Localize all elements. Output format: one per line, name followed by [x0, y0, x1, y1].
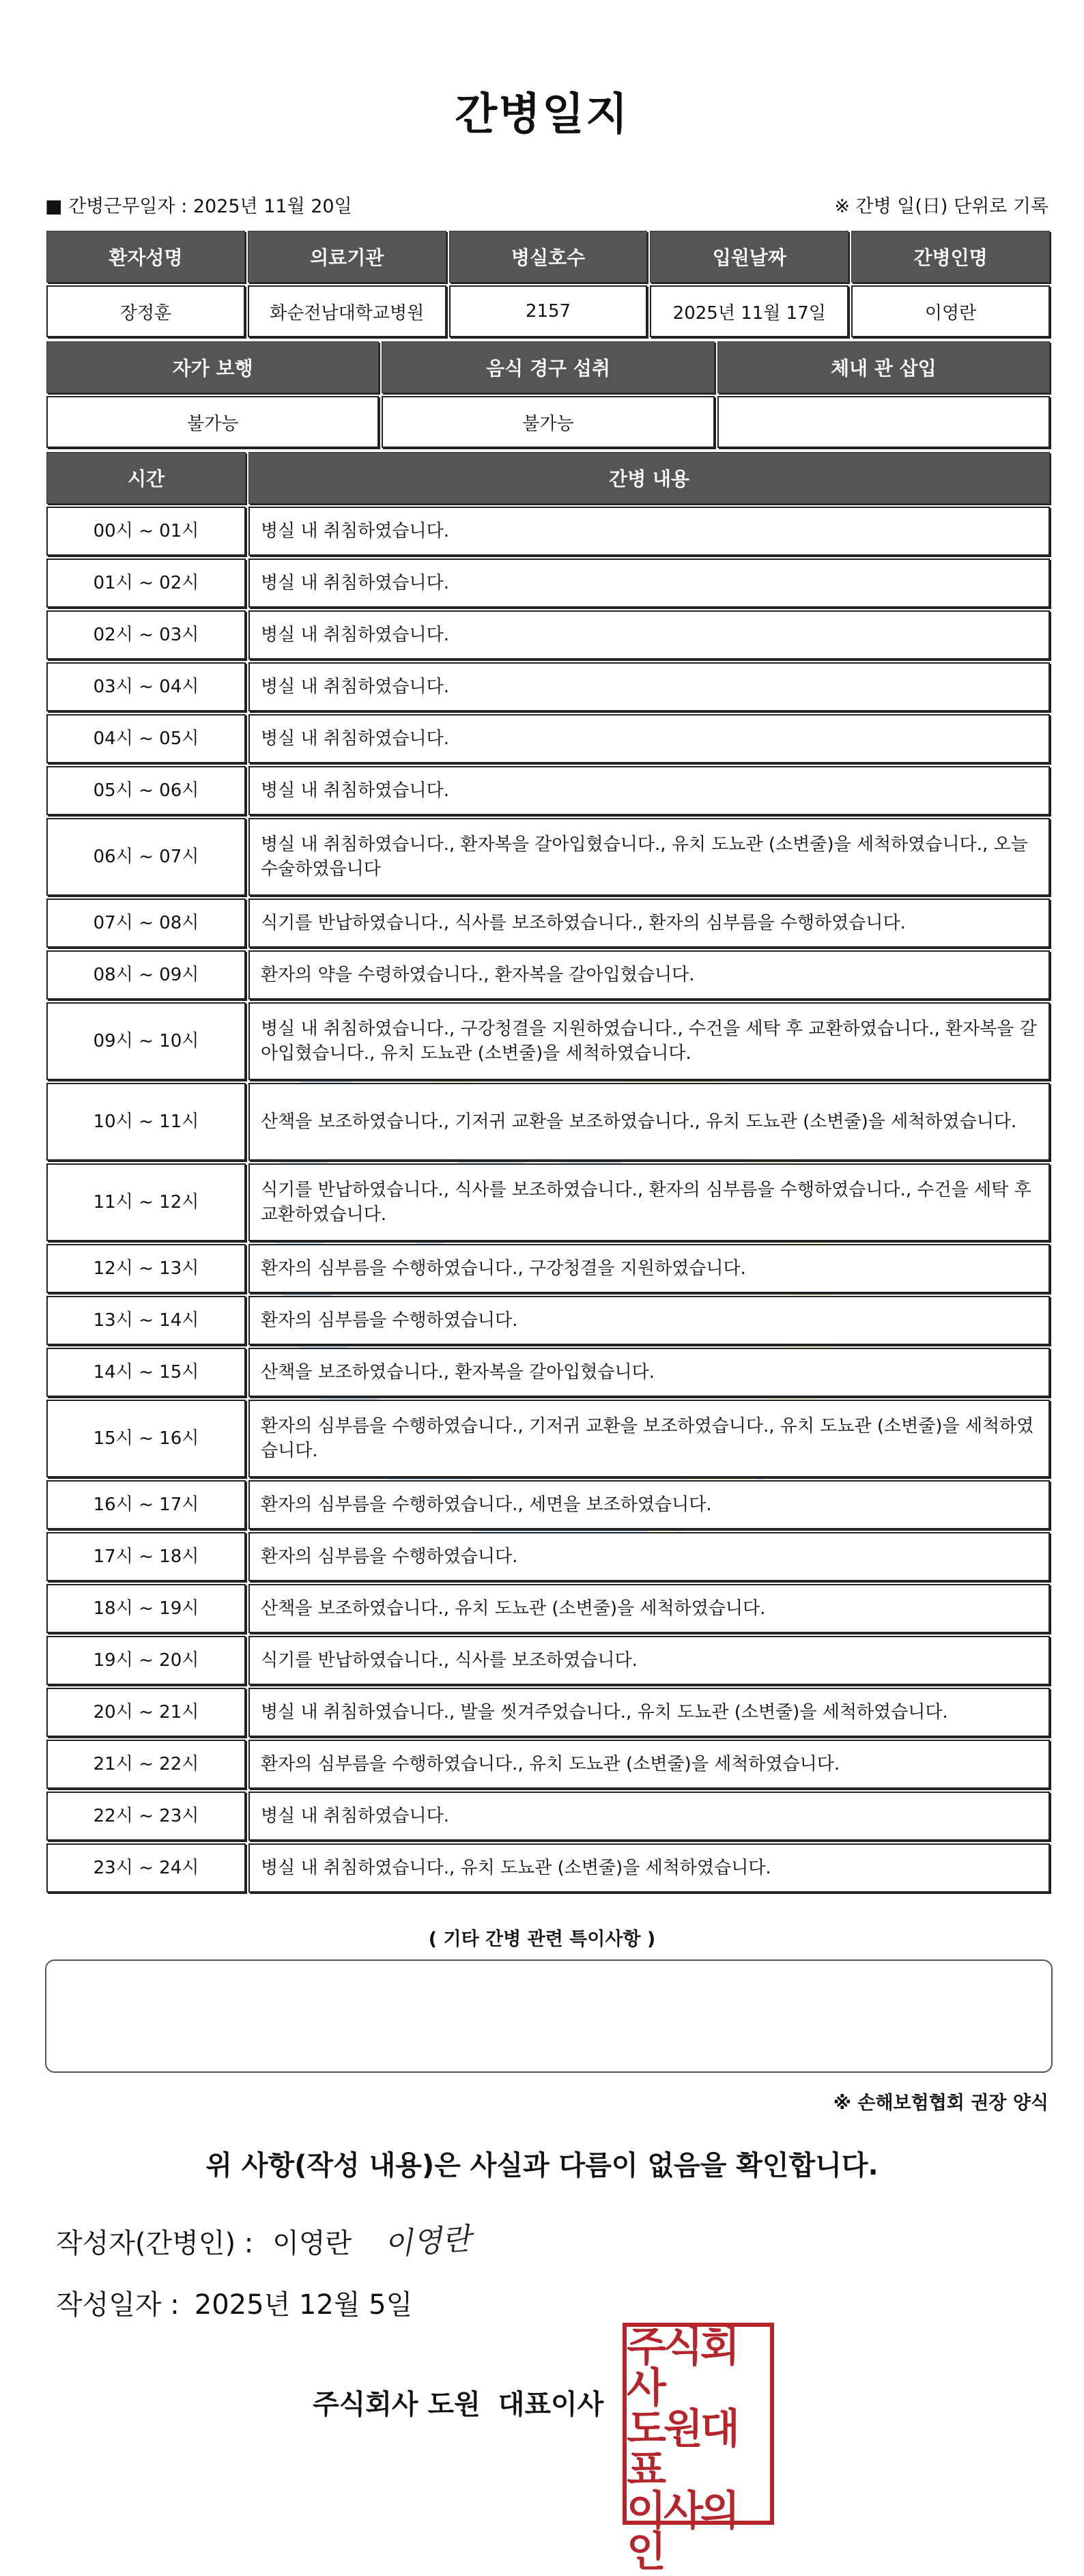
log-row	[46, 714, 1050, 763]
patient-name: 장정훈	[46, 285, 245, 337]
log-content: 환자의 심부름을 수행하였습니다.	[248, 1532, 1050, 1581]
log-content: 병실 내 취침하였습니다.	[248, 766, 1050, 815]
association-note: ※ 손해보험협회 권장 양식	[833, 2093, 1049, 2114]
remarks-title: ( 기타 간병 관련 특이사항 )	[428, 1929, 656, 1950]
status-header-row	[46, 341, 1050, 393]
header-time: 시간	[46, 452, 246, 504]
care-log-table	[44, 449, 1053, 1895]
log-row	[46, 1843, 1050, 1893]
header-care-content: 간병 내용	[248, 452, 1050, 504]
log-row	[46, 1244, 1050, 1293]
log-row	[46, 766, 1050, 815]
log-row	[46, 1348, 1050, 1397]
log-content: 병실 내 취침하였습니다., 발을 씻겨주었습니다., 유치 도뇨관 (소변줄)을 세척하였습니다.	[248, 1688, 1050, 1737]
log-time: 12시 ~ 13시	[46, 1244, 246, 1293]
representative-title: 대표이사	[498, 2389, 604, 2420]
log-content: 환자의 약을 수령하였습니다., 환자복을 갈아입혔습니다.	[248, 950, 1050, 1000]
log-time: 09시 ~ 10시	[46, 1002, 246, 1080]
log-content: 병실 내 취침하였습니다.	[248, 558, 1050, 608]
log-row	[46, 1296, 1050, 1345]
log-row	[46, 1532, 1050, 1581]
log-header-row	[46, 452, 1050, 504]
date-label: 작성일자 :	[56, 2289, 180, 2321]
log-row	[46, 1083, 1050, 1161]
log-content: 식기를 반납하였습니다., 식사를 보조하였습니다.	[248, 1636, 1050, 1685]
record-note: ※ 간병 일(日) 단위로 기록	[834, 196, 1049, 217]
log-row	[46, 1400, 1050, 1477]
log-time: 11시 ~ 12시	[46, 1163, 246, 1241]
log-content: 병실 내 취침하였습니다.	[248, 610, 1050, 660]
log-row	[46, 898, 1050, 948]
log-time: 18시 ~ 19시	[46, 1584, 246, 1633]
page-title: 간병일지	[455, 89, 629, 140]
log-time: 17시 ~ 18시	[46, 1532, 246, 1581]
log-content: 산책을 보조하였습니다., 유치 도뇨관 (소변줄)을 세척하였습니다.	[248, 1584, 1050, 1633]
log-time: 08시 ~ 09시	[46, 950, 246, 1000]
log-time: 20시 ~ 21시	[46, 1688, 246, 1737]
log-row	[46, 950, 1050, 1000]
log-time: 05시 ~ 06시	[46, 766, 246, 815]
log-content: 환자의 심부름을 수행하였습니다., 기저귀 교환을 보조하였습니다., 유치 도뇨관 (소변줄)을 세척하였습니다.	[248, 1400, 1050, 1477]
header-room: 병실호수	[449, 231, 648, 283]
svg-text:이영란: 이영란	[382, 2221, 472, 2263]
writer-line	[56, 2222, 352, 2261]
company-line	[313, 2383, 603, 2422]
log-row	[46, 1740, 1050, 1789]
log-time: 04시 ~ 05시	[46, 714, 246, 763]
log-content: 병실 내 취침하였습니다.	[248, 662, 1050, 711]
date-line	[56, 2283, 412, 2322]
log-row	[46, 818, 1050, 896]
seal-line: 주식회사	[627, 2323, 737, 2412]
hospital-name: 화순전남대학교병원	[248, 285, 446, 337]
self-walking-value: 불가능	[46, 396, 379, 448]
header-tube-insertion: 체내 관 삽입	[717, 341, 1050, 393]
company-seal-stamp	[623, 2323, 774, 2576]
log-content: 식기를 반납하였습니다., 식사를 보조하였습니다., 환자의 심부름을 수행하였습니다.	[248, 898, 1050, 948]
patient-header-row	[46, 231, 1050, 283]
header-admission-date: 입원날짜	[650, 231, 848, 283]
patient-value-row	[46, 285, 1050, 337]
seal-line: 도원대표	[627, 2405, 737, 2494]
oral-intake-value: 불가능	[382, 396, 714, 448]
log-row	[46, 1163, 1050, 1241]
log-row	[46, 558, 1050, 608]
log-row	[46, 1480, 1050, 1529]
header-patient-name: 환자성명	[46, 231, 245, 283]
log-content: 환자의 심부름을 수행하였습니다.	[248, 1296, 1050, 1345]
date-value: 2025년 12월 5일	[194, 2289, 413, 2321]
log-time: 13시 ~ 14시	[46, 1296, 246, 1345]
patient-status-table	[44, 339, 1053, 451]
remarks-box	[45, 1959, 1053, 2073]
log-time: 10시 ~ 11시	[46, 1083, 246, 1161]
confirmation-statement: 위 사항(작성 내용)은 사실과 다름이 없음을 확인합니다.	[205, 2150, 879, 2181]
caregiver-name: 이영란	[851, 285, 1050, 337]
log-row	[46, 507, 1050, 556]
log-row	[46, 610, 1050, 660]
log-content: 병실 내 취침하였습니다., 구강청결을 지원하였습니다., 수건을 세탁 후 교환하였습니다., 환자복을 갈아입혔습니다., 유치 도뇨관 (소변줄)을 세척하였습니다.	[248, 1002, 1050, 1080]
log-content: 환자의 심부름을 수행하였습니다., 세면을 보조하였습니다.	[248, 1480, 1050, 1529]
log-time: 00시 ~ 01시	[46, 507, 246, 556]
log-time: 22시 ~ 23시	[46, 1792, 246, 1841]
log-row	[46, 1792, 1050, 1841]
status-value-row	[46, 396, 1050, 448]
log-time: 06시 ~ 07시	[46, 818, 246, 896]
log-content: 산책을 보조하였습니다., 기저귀 교환을 보조하였습니다., 유치 도뇨관 (소변줄)을 세척하였습니다.	[248, 1083, 1050, 1161]
log-time: 19시 ~ 20시	[46, 1636, 246, 1685]
header-oral-intake: 음식 경구 섭취	[382, 341, 714, 393]
log-content: 병실 내 취침하였습니다., 환자복을 갈아입혔습니다., 유치 도뇨관 (소변줄)을 세척하였습니다., 오늘수술하였읍니다	[248, 818, 1050, 896]
admission-date: 2025년 11월 17일	[650, 285, 848, 337]
log-time: 02시 ~ 03시	[46, 610, 246, 660]
handwritten-signature	[380, 2207, 516, 2268]
log-time: 21시 ~ 22시	[46, 1740, 246, 1789]
log-time: 15시 ~ 16시	[46, 1400, 246, 1477]
log-content: 병실 내 취침하였습니다.	[248, 714, 1050, 763]
seal-line: 이사의인	[627, 2487, 737, 2576]
log-content: 환자의 심부름을 수행하였습니다., 유치 도뇨관 (소변줄)을 세척하였습니다.	[248, 1740, 1050, 1789]
log-row	[46, 1688, 1050, 1737]
header-hospital: 의료기관	[248, 231, 446, 283]
writer-name: 이영란	[272, 2228, 352, 2259]
log-time: 07시 ~ 08시	[46, 898, 246, 948]
log-time: 16시 ~ 17시	[46, 1480, 246, 1529]
log-content: 병실 내 취침하였습니다.	[248, 507, 1050, 556]
log-content: 산책을 보조하였습니다., 환자복을 갈아입혔습니다.	[248, 1348, 1050, 1397]
writer-label: 작성자(간병인) :	[56, 2228, 254, 2259]
log-time: 03시 ~ 04시	[46, 662, 246, 711]
log-content: 병실 내 취침하였습니다., 유치 도뇨관 (소변줄)을 세척하였습니다.	[248, 1843, 1050, 1893]
log-row	[46, 1002, 1050, 1080]
log-time: 01시 ~ 02시	[46, 558, 246, 608]
log-content: 식기를 반납하였습니다., 식사를 보조하였습니다., 환자의 심부름을 수행하였습니다., 수건을 세탁 후 교환하였습니다.	[248, 1163, 1050, 1241]
log-content: 병실 내 취침하였습니다.	[248, 1792, 1050, 1841]
log-row	[46, 1636, 1050, 1685]
log-row	[46, 662, 1050, 711]
log-time: 23시 ~ 24시	[46, 1843, 246, 1893]
log-row	[46, 1584, 1050, 1633]
header-self-walking: 자가 보행	[46, 341, 379, 393]
room-number: 2157	[449, 285, 648, 337]
company-name: 주식회사 도원	[313, 2389, 481, 2420]
log-content: 환자의 심부름을 수행하였습니다., 구강청결을 지원하였습니다.	[248, 1244, 1050, 1293]
tube-insertion-value	[717, 396, 1050, 448]
patient-info-table	[44, 228, 1053, 340]
log-time: 14시 ~ 15시	[46, 1348, 246, 1397]
work-date: ■ 간병근무일자 : 2025년 11월 20일	[45, 196, 352, 217]
header-caregiver: 간병인명	[851, 231, 1050, 283]
